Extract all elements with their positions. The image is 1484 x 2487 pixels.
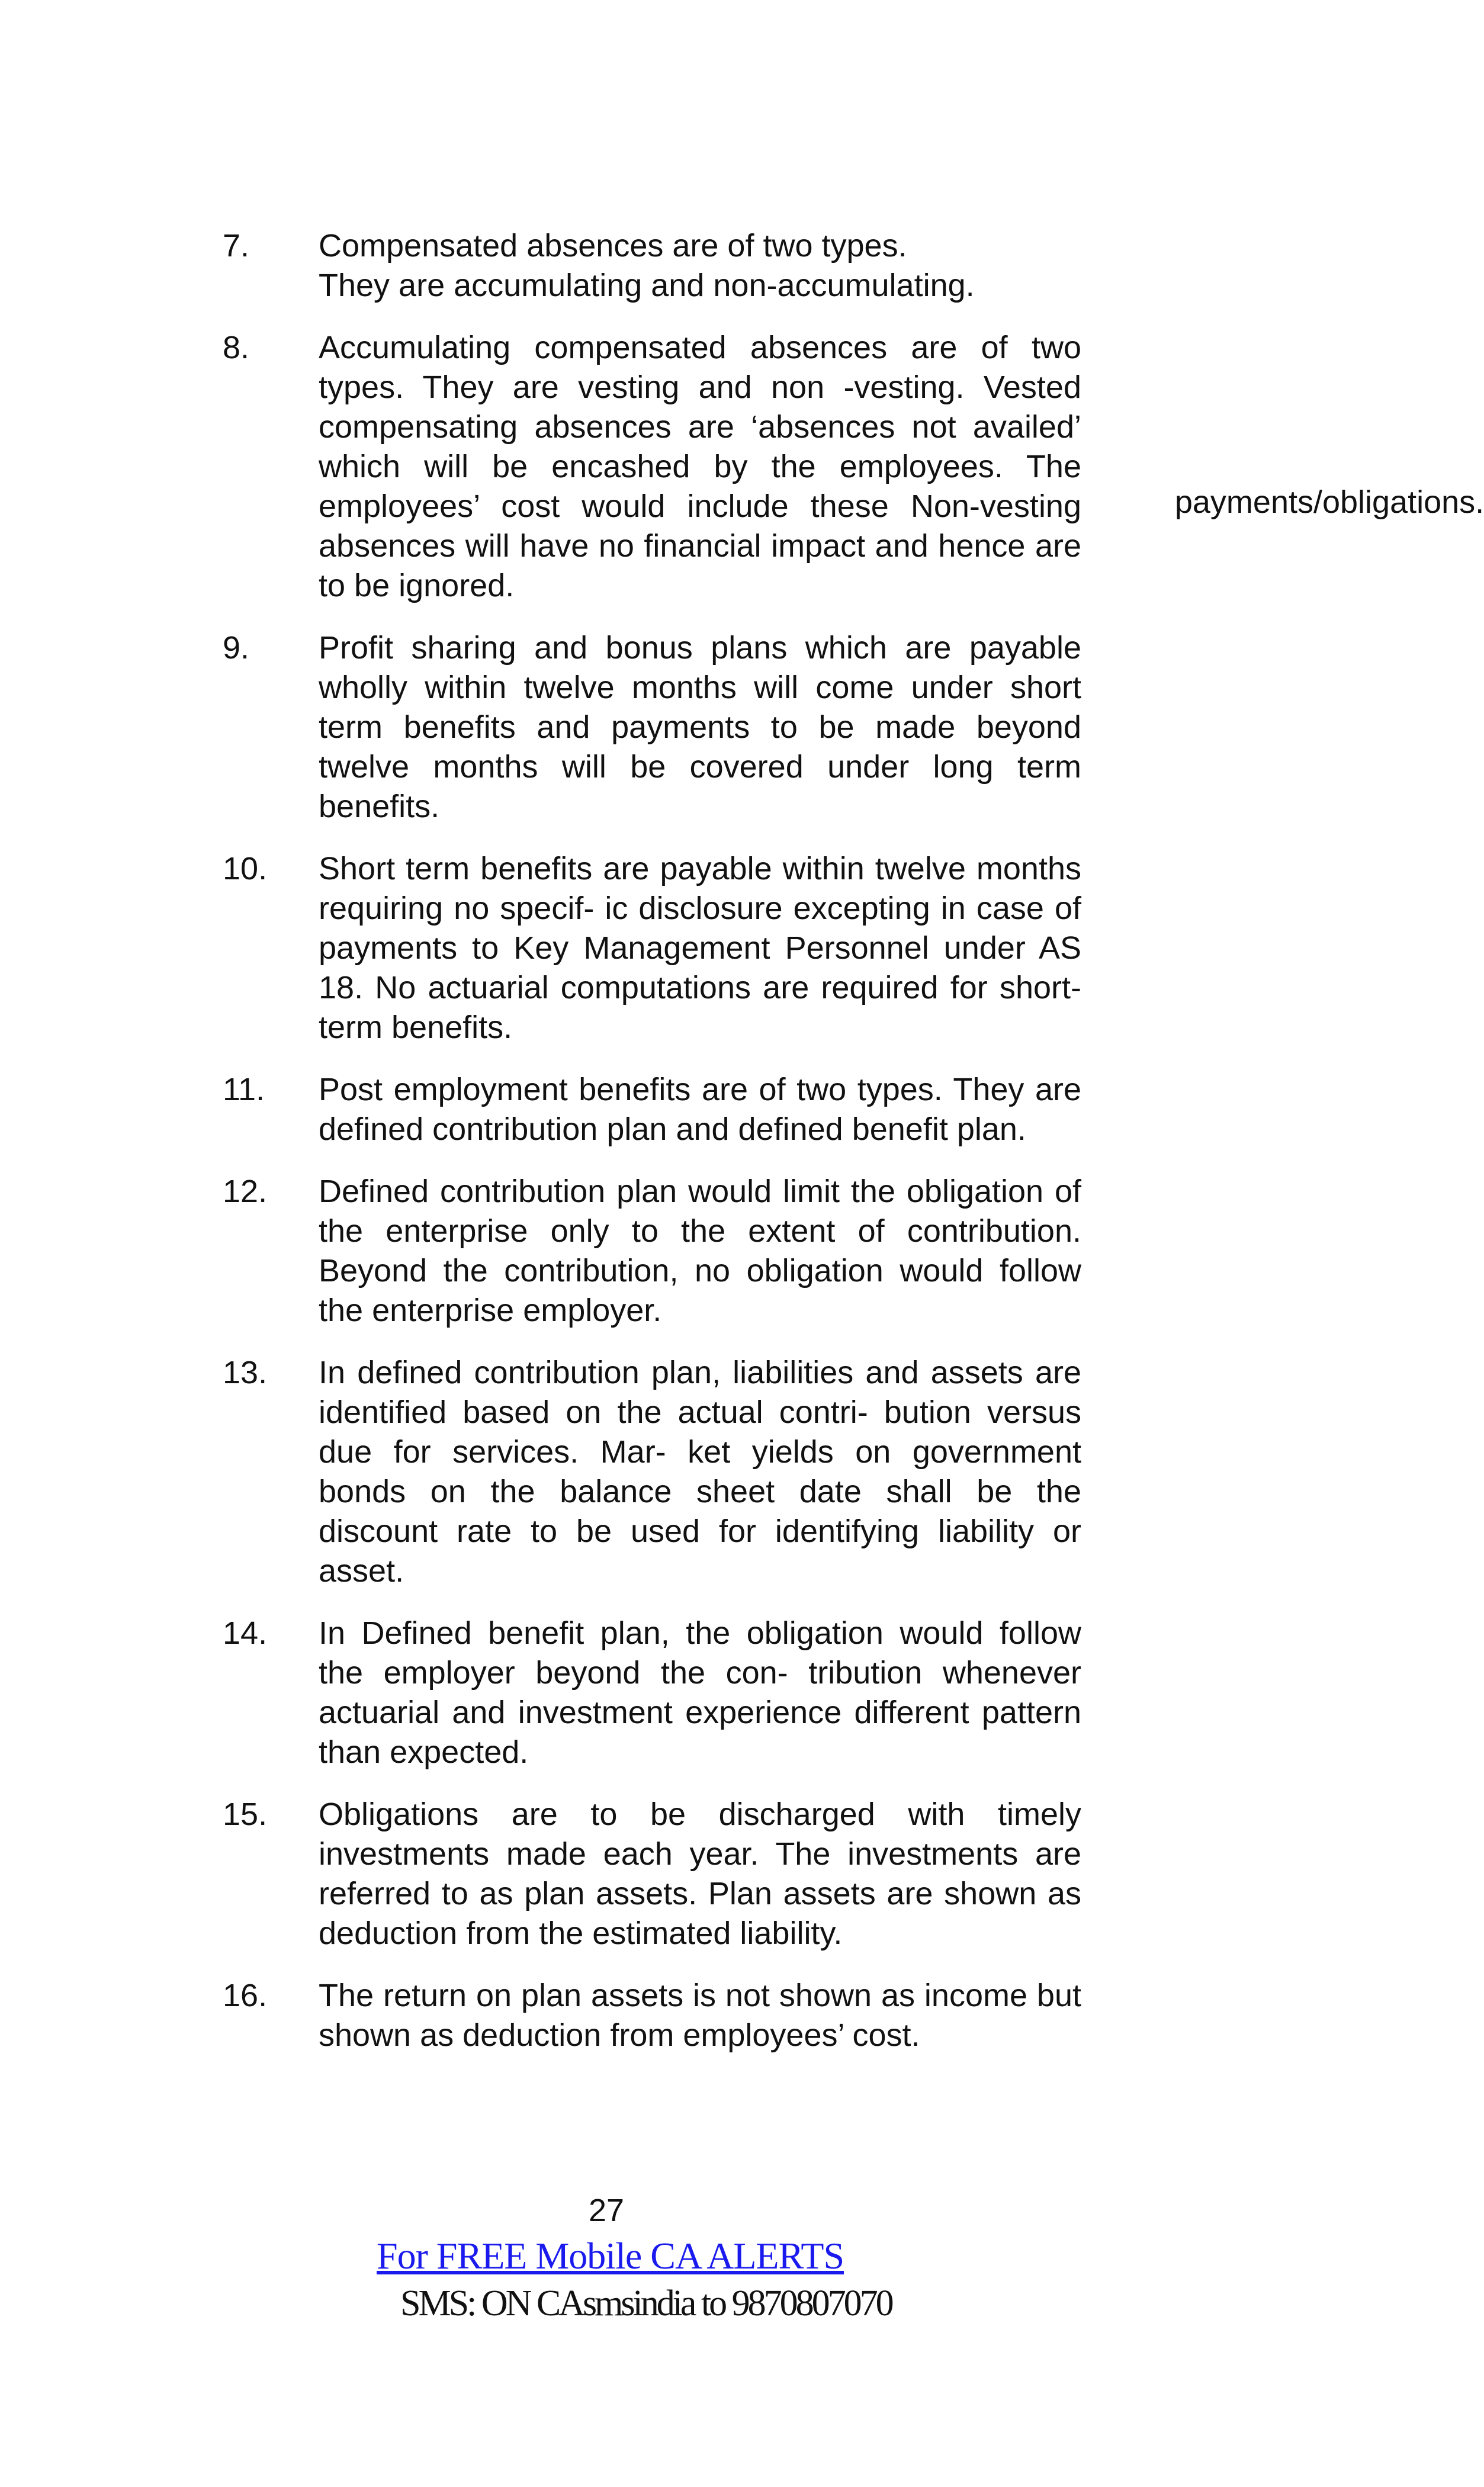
list-item-10 [223,849,1081,1048]
item-text-part: Accumulating compensated absences are of two types. They are vesting and non -vesting. Vested compensating absences are ‘absences not availed’ which will be encashed by the employees. The employees’ cost would include these [319,330,1081,524]
item-text: Obligations are to be discharged with timely investments made each year. The investments are referred to as plan assets. Plan assets are shown as deduction from the estimated liability. [319,1797,1081,1951]
list-item-7 [223,226,1081,306]
sms-subscribe-text: SMS: ON CAsmsindia to 9870807070 [400,2283,892,2324]
item-text: Post employment benefits are of two types. They are defined contribution plan and defined benefit plan. [319,1072,1081,1147]
list-item-11 [223,1070,1081,1149]
item-number: 8. [223,330,250,365]
overlapping-text: payments/obligations. [1174,484,1484,520]
item-number: 9. [223,630,250,666]
item-number: 7. [223,228,250,264]
list-item-9 [223,628,1081,827]
item-text: The return on plan assets is not shown as income but shown as deduction from employees’ cost. [319,1978,1081,2053]
item-text-line: They are accumulating and non-accumulating. [319,268,975,303]
item-text: In defined contribution plan, liabilities and assets are identified based on the actual contri- bution versus due for services. Mar- ket yields on government bonds on the balance sheet date shall be the discount rate to be used for identifying liability or asset. [319,1355,1081,1589]
item-text: Defined contribution plan would limit the obligation of the enterprise only to the extent of contribution. Beyond the contribution, no obligation would follow the enterprise employer. [319,1174,1081,1328]
item-number: 16. [223,1978,268,2013]
item-number: 14. [223,1615,268,1651]
list-item-16 [223,1976,1081,2055]
item-text-line: Compensated absences are of two types. [319,228,907,264]
item-text [319,328,1484,606]
item-text: In Defined benefit plan, the obligation would follow the employer beyond the con- tribution whenever actuarial and investment experience different pattern than expected. [319,1615,1081,1770]
list-item-8 [223,328,1484,606]
item-text: Profit sharing and bonus plans which are payable wholly within twelve months will come under short term benefits and payments to be made beyond twelve months will be covered under long term benefits. [319,630,1081,824]
list-item-12 [223,1172,1081,1331]
list-item-13 [223,1353,1081,1591]
item-number: 15. [223,1797,268,1832]
item-text [319,226,1081,306]
item-number: 13. [223,1355,268,1390]
page-number: 27 [588,2193,625,2228]
numbered-list [223,226,1484,2078]
item-text: Short term benefits are payable within twelve months requiring no specif- ic disclosure excepting in case of payments to Key Management Personnel under AS 18. No actuarial computations are required for short-term benefits. [319,851,1081,1045]
free-alerts-link[interactable]: For FREE Mobile CA ALERTS [377,2235,844,2277]
item-number: 12. [223,1174,268,1209]
item-number: 10. [223,851,268,886]
list-item-14 [223,1614,1081,1772]
item-text-part: Non-vesting absences will have no financial impact and hence are to be ignored. [319,489,1081,603]
item-number: 11. [223,1072,265,1107]
list-item-15 [223,1795,1081,1953]
